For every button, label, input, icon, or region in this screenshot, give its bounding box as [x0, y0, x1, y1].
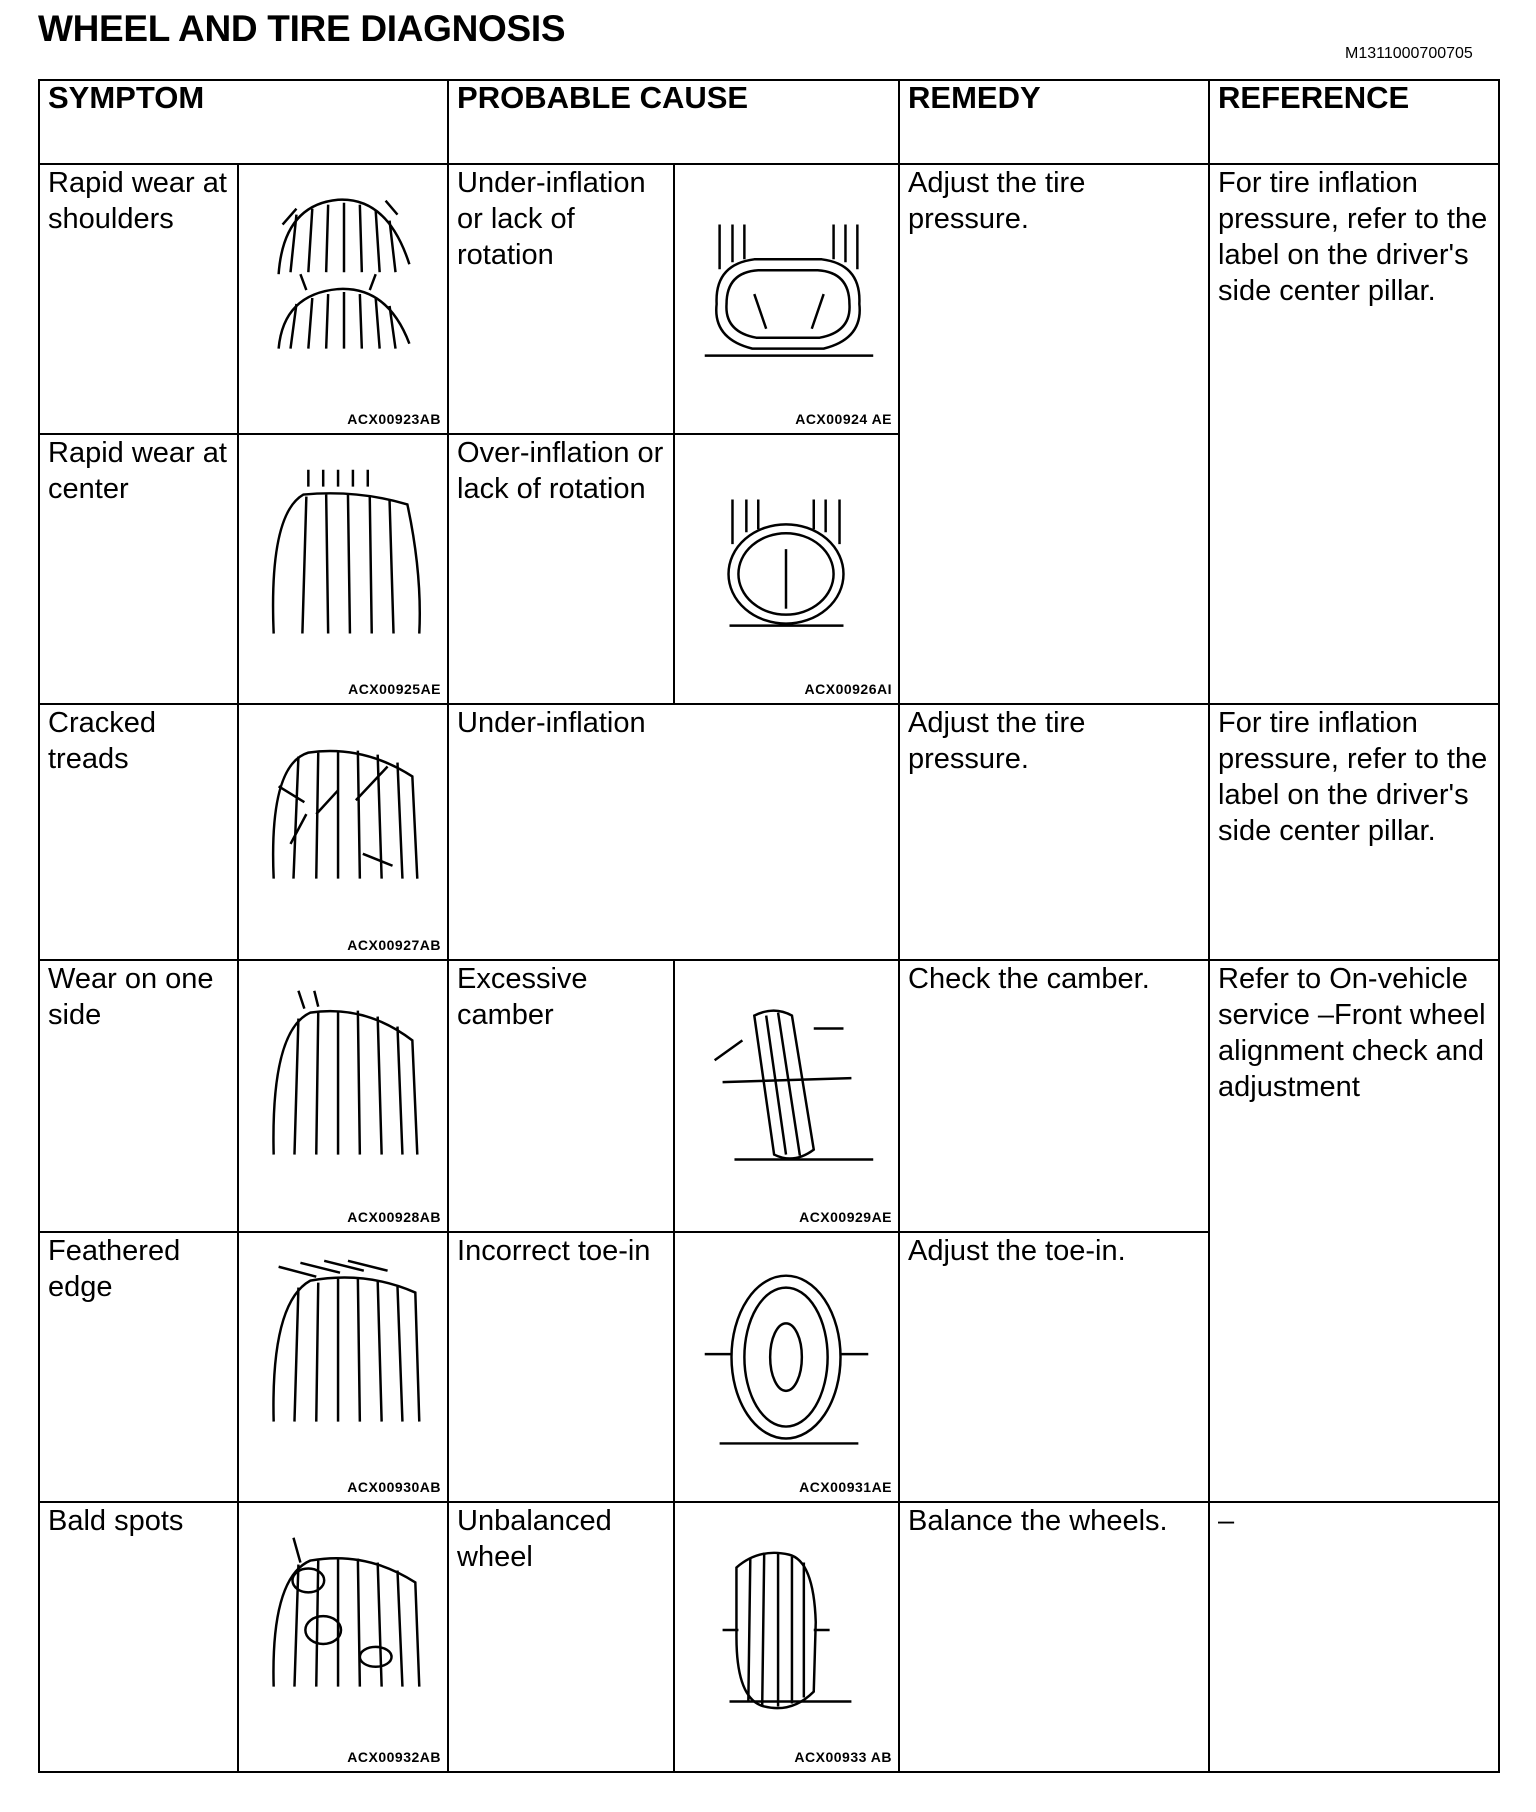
cause-cell: [448, 960, 674, 1232]
figure-code: ACX00932AB: [347, 1749, 442, 1765]
cause-text: Incorrect toe-in: [457, 1235, 651, 1267]
reference-text: For tire inflation pressure, refer to the label on the driver's side center pillar.: [1218, 707, 1488, 847]
shoulder-wear-icon: [239, 165, 447, 433]
symptom-figure-cell: [238, 960, 448, 1232]
remedy-cell: [899, 1502, 1209, 1772]
header-probable-cause: [448, 80, 899, 164]
header-remedy-label: REMEDY: [908, 80, 1041, 115]
cause-cell: [448, 434, 674, 704]
reference-text: For tire inflation pressure, refer to the label on the driver's side center pillar.: [1218, 167, 1488, 307]
symptom-text: Feathered edge: [48, 1235, 181, 1303]
cause-figure-cell: [674, 960, 899, 1232]
reference-cell: [1209, 164, 1499, 704]
toe-in-icon: [675, 1233, 898, 1501]
figure-code: ACX00926AI: [804, 681, 893, 697]
figure-code: ACX00931AE: [799, 1479, 893, 1495]
remedy-cell: [899, 1232, 1209, 1502]
table-row: [39, 960, 1499, 1232]
cause-cell: [448, 1502, 674, 1772]
symptom-cell: [39, 1502, 238, 1772]
cause-text: Under-inflation or lack of rotation: [457, 167, 646, 271]
symptom-cell: [39, 1232, 238, 1502]
under-inflation-icon: [675, 165, 898, 433]
reference-text: Refer to On-vehicle service –Front wheel alignment check and adjustment: [1218, 963, 1486, 1103]
symptom-figure-cell: [238, 1502, 448, 1772]
cause-cell: [448, 164, 674, 434]
symptom-cell: [39, 434, 238, 704]
symptom-cell: [39, 704, 238, 960]
center-wear-icon: [239, 435, 447, 703]
figure-code: ACX00923AB: [347, 411, 442, 427]
symptom-text: Bald spots: [48, 1505, 184, 1537]
figure-code: ACX00924 AE: [795, 411, 893, 427]
header-reference: [1209, 80, 1499, 164]
figure-code: ACX00927AB: [347, 937, 442, 953]
reference-cell: [1209, 704, 1499, 960]
symptom-figure-cell: [238, 164, 448, 434]
table-row: [39, 1502, 1499, 1772]
remedy-text: Balance the wheels.: [908, 1505, 1168, 1537]
reference-text: –: [1218, 1505, 1235, 1537]
reference-cell: [1209, 960, 1499, 1502]
remedy-cell: [899, 960, 1209, 1232]
symptom-text: Cracked treads: [48, 707, 156, 775]
remedy-cell: [899, 164, 1209, 704]
cause-figure-cell: [674, 1232, 899, 1502]
cause-text: Under-inflation: [457, 707, 646, 739]
remedy-text: Adjust the tire pressure.: [908, 167, 1086, 235]
cause-figure-cell: [674, 164, 899, 434]
table-row: [39, 704, 1499, 960]
reference-cell: [1209, 1502, 1499, 1772]
cause-cell: [448, 704, 899, 960]
remedy-text: Check the camber.: [908, 963, 1150, 995]
header-reference-label: REFERENCE: [1218, 80, 1410, 115]
header-remedy: [899, 80, 1209, 164]
figure-code: ACX00929AE: [799, 1209, 893, 1225]
symptom-text: Rapid wear at center: [48, 437, 227, 505]
symptom-text: Rapid wear at shoulders: [48, 167, 227, 235]
over-inflation-icon: [675, 435, 898, 703]
header-symptom: [39, 80, 448, 164]
cause-figure-cell: [674, 1502, 899, 1772]
cause-text: Excessive camber: [457, 963, 588, 1031]
cause-text: Unbalanced wheel: [457, 1505, 612, 1573]
cause-cell: [448, 1232, 674, 1502]
header-symptom-label: SYMPTOM: [48, 80, 205, 115]
header-row: [39, 80, 1499, 164]
figure-code: ACX00930AB: [347, 1479, 442, 1495]
page-title: WHEEL AND TIRE DIAGNOSIS: [38, 8, 566, 49]
cause-text: Over-inflation or lack of rotation: [457, 437, 664, 505]
symptom-text: Wear on one side: [48, 963, 214, 1031]
figure-code: ACX00925AE: [348, 681, 442, 697]
unbalanced-wheel-icon: [675, 1503, 898, 1771]
symptom-cell: [39, 960, 238, 1232]
symptom-figure-cell: [238, 434, 448, 704]
symptom-figure-cell: [238, 1232, 448, 1502]
figure-code: ACX00933 AB: [794, 1749, 893, 1765]
figure-code: ACX00928AB: [347, 1209, 442, 1225]
symptom-figure-cell: [238, 704, 448, 960]
feathered-edge-icon: [239, 1233, 447, 1501]
table-row: [39, 164, 1499, 434]
camber-icon: [675, 961, 898, 1231]
one-side-wear-icon: [239, 961, 447, 1231]
remedy-text: Adjust the toe-in.: [908, 1235, 1126, 1267]
symptom-cell: [39, 164, 238, 434]
remedy-text: Adjust the tire pressure.: [908, 707, 1086, 775]
header-probable-cause-label: PROBABLE CAUSE: [457, 80, 749, 115]
bald-spot-icon: [239, 1503, 447, 1771]
diagnosis-table: [38, 79, 1500, 1773]
remedy-cell: [899, 704, 1209, 960]
document-id: M1311000700705: [1345, 45, 1473, 62]
cause-figure-cell: [674, 434, 899, 704]
cracked-tread-icon: [239, 705, 447, 959]
